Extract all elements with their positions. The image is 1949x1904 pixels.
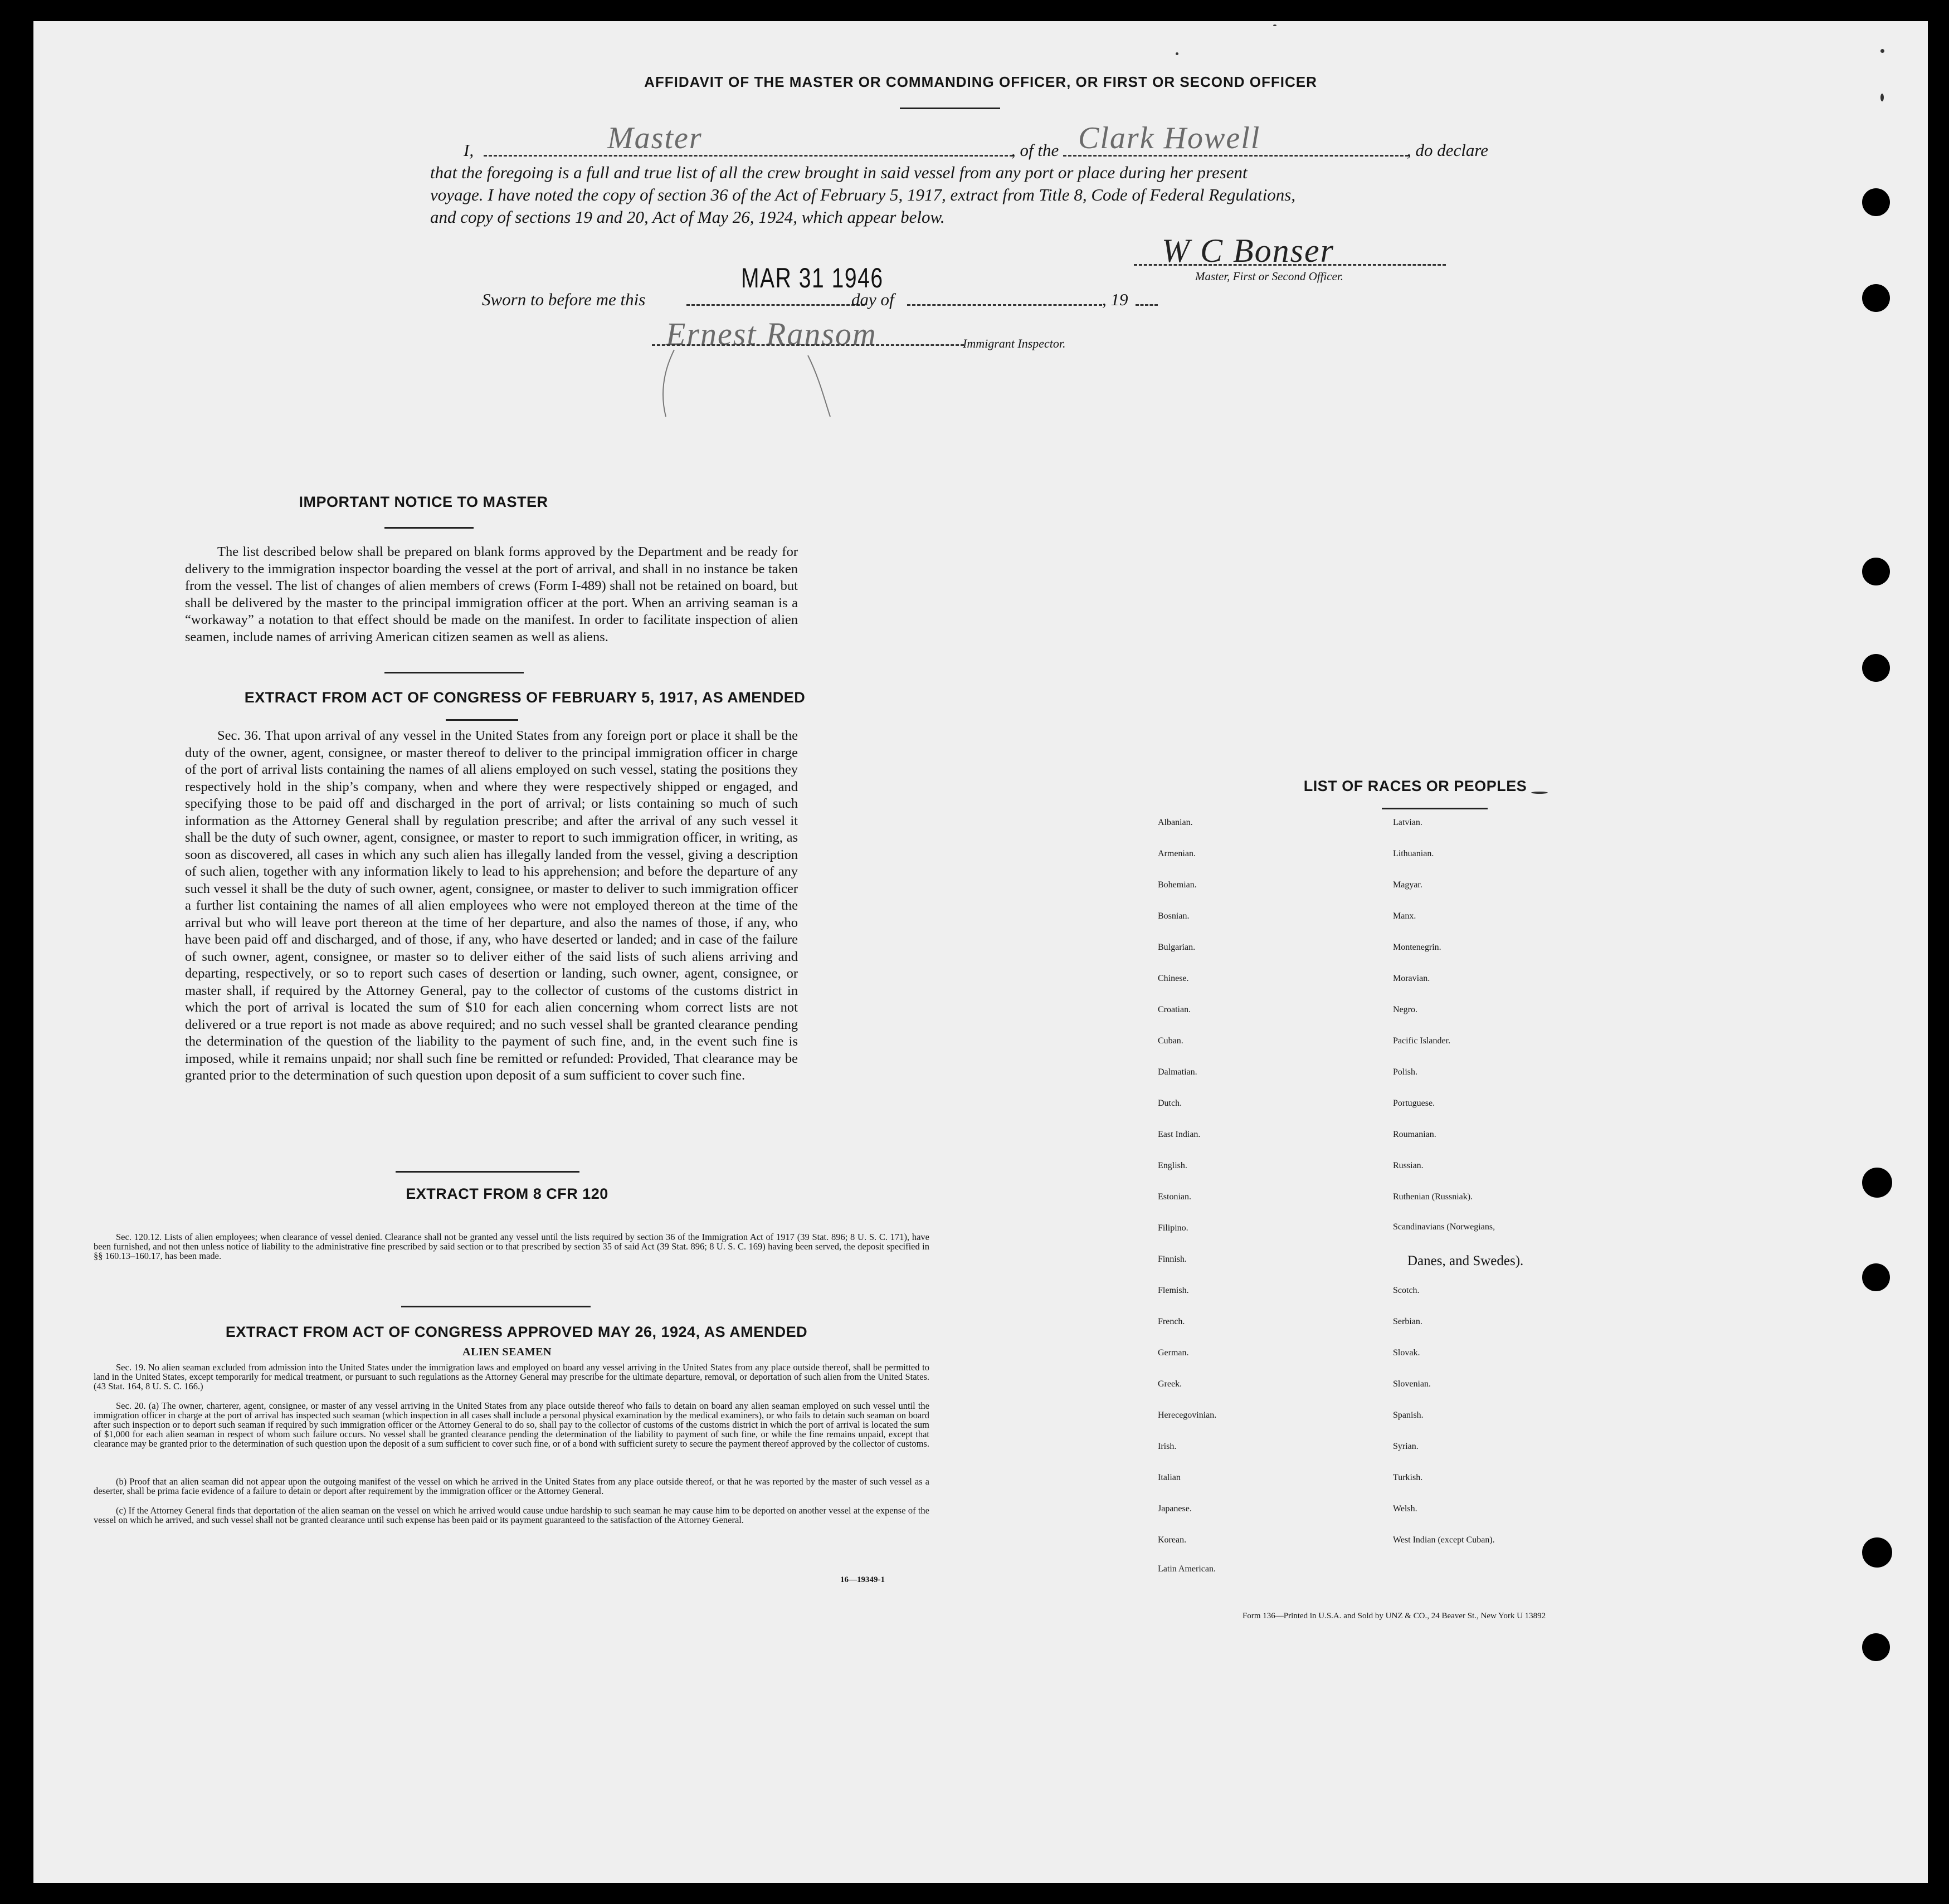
race-item-right: Portuguese.	[1393, 1099, 1435, 1108]
extract-1924-title: EXTRACT FROM ACT OF CONGRESS APPROVED MAY 26, 1924, AS AMENDED	[225, 1324, 808, 1340]
race-item-left: Finnish.	[1158, 1254, 1187, 1264]
rule-before-1924	[401, 1306, 591, 1307]
form-number: 16—19349-1	[840, 1575, 885, 1584]
master-signature: W C Bonser	[1162, 232, 1334, 269]
sworn-label: Sworn to before me this	[482, 290, 646, 309]
race-item-right: Roumanian.	[1393, 1130, 1436, 1139]
scan-speck	[1880, 49, 1884, 53]
race-item-right: Slovak.	[1393, 1348, 1420, 1358]
vessel-name-handwritten: Clark Howell	[1078, 121, 1261, 155]
day-of-label: day of	[851, 290, 894, 309]
extract-1917-title: EXTRACT FROM ACT OF CONGRESS OF FEBRUARY 5, 1917, AS AMENDED	[244, 689, 806, 706]
punch-hole	[1862, 284, 1890, 312]
declaration-text-1: that the foregoing is a full and true list of all the crew brought in said vessel from any port or place during her present	[430, 163, 1248, 182]
year-label: , 19	[1102, 290, 1128, 309]
race-item-left: Latin American.	[1158, 1564, 1216, 1574]
race-item-left: East Indian.	[1158, 1130, 1201, 1139]
sec20c-text: (c) If the Attorney General finds that deportation of the alien seaman on the vessel on which he arrived would cause undue hardship to such seaman he may cause him to be deported on another vessel at the expense of the vessel on which he arrived, and such vessel shall not be granted clearance until such expense has been paid or its payment guaranteed to the satisfaction of the Attorney General.	[94, 1505, 929, 1525]
race-item-right: Serbian.	[1393, 1317, 1422, 1326]
notice-rule	[384, 527, 474, 529]
sec20b-text: (b) Proof that an alien seaman did not appear upon the outgoing manifest of the vessel on which he arrived in the United States from any place outside thereof, or that he was reported by the master of such vessel as a deserter, shall be prima facie evidence of a failure to detain or deport after requirement by the immigration officer or the Attorney General.	[94, 1476, 929, 1496]
sworn-day-line	[686, 304, 865, 306]
of-the-label: , of the	[1011, 140, 1059, 160]
race-item-left: Bulgarian.	[1158, 943, 1196, 952]
sec20a-text: Sec. 20. (a) The owner, charterer, agent, consignee, or master of any vessel arriving in the United States from any place outside thereof who fails to detain on board any alien seaman employed on such vessel until the immigration officer in charge at the port of arrival has inspected such seaman (which inspection in all cases shall include a personal physical examination by the medical examiners), or who fails to detain such seaman on board after such inspection or to deport such seaman if required by such immigration officer or the Attorney General to do so, shall pay to the collector of customs of the customs district in which the port of arrival is located the sum of $1,000 for each alien seaman in respect of whom such failure occurs. No vessel shall be granted clearance pending the determination of the liability to payment of such fine, or while the fine remains unpaid, except that clearance may be granted prior to the determination of such question upon the deposit of a sum sufficient to cover such fine, or of a bond with sufficient surety to secure the payment thereof approved by the collector of customs.	[94, 1400, 929, 1449]
race-item-right: Scotch.	[1393, 1286, 1420, 1295]
races-title: LIST OF RACES OR PEOPLES	[1303, 778, 1527, 794]
punch-hole	[1862, 1263, 1890, 1291]
extract-1917-body	[185, 728, 798, 1085]
extract-cfr-title: EXTRACT FROM 8 CFR 120	[406, 1185, 608, 1202]
signature-flourish	[641, 333, 841, 422]
race-item-right: Slovenian.	[1393, 1379, 1431, 1389]
extract-1924-sec20b	[94, 1477, 929, 1496]
race-item-right: Spanish.	[1393, 1410, 1424, 1420]
rule-before-1917	[384, 672, 524, 673]
race-item-right: Syrian.	[1393, 1442, 1419, 1451]
scan-speck	[1273, 25, 1276, 26]
race-item-right: Turkish.	[1393, 1473, 1423, 1482]
race-item-left: Bohemian.	[1158, 880, 1197, 890]
race-item-right: Russian.	[1393, 1161, 1424, 1170]
race-item-right: Polish.	[1393, 1067, 1418, 1077]
race-item-right: Lithuanian.	[1393, 849, 1434, 858]
master-signature-caption: Master, First or Second Officer.	[1195, 270, 1343, 283]
punch-hole	[1862, 558, 1890, 585]
rule-before-cfr	[396, 1171, 579, 1173]
rule-after-1917	[446, 719, 518, 721]
notice-title: IMPORTANT NOTICE TO MASTER	[299, 494, 548, 510]
race-item-left: French.	[1158, 1317, 1185, 1326]
sec19-text: Sec. 19. No alien seaman excluded from admission into the United States under the immigration laws and employed on board any vessel arriving in the United States from any place outside thereof, shall be permitted to land in the United States, except temporarily for medical treatment, or pursuant to such regulations as the Attorney General may prescribe for the ultimate departure, removal, or deportation of such alien from the United States. (43 Stat. 164, 8 U. S. C. 166.)	[94, 1362, 929, 1392]
punch-hole	[1862, 1537, 1892, 1568]
i-label: I,	[464, 140, 474, 160]
extract-cfr-body-text: Sec. 120.12. Lists of alien employees; when clearance of vessel denied. Clearance shall not be granted any vessel until the lists required by section 36 of the Immigration Act of 1917 (39 Stat. 896; 8 U. S. C. 171), have been furnished, and not then unless notice of liability to the administrative fine prescribed by said section or to that prescribed by section 35 of said Act (39 Stat. 896; 8 U. S. C. 169) having been served, the deposit specified in §§ 160.13–160.17, has been made.	[94, 1232, 929, 1261]
race-item-left: Greek.	[1158, 1379, 1182, 1389]
race-item-right: Negro.	[1393, 1005, 1417, 1014]
race-item-right: Pacific Islander.	[1393, 1036, 1451, 1046]
race-item-left: Cuban.	[1158, 1036, 1183, 1046]
sworn-month-line	[907, 304, 1102, 306]
sworn-year-line	[1136, 304, 1158, 306]
punch-hole	[1862, 1633, 1890, 1661]
declaration-text-2: voyage. I have noted the copy of section 36 of the Act of February 5, 1917, extract from Title 8, Code of Federal Regulations,	[430, 185, 1296, 204]
title-rule	[900, 108, 1000, 109]
race-item-right: Latvian.	[1393, 818, 1422, 827]
race-item-left: Italian	[1158, 1473, 1181, 1482]
master-signature-line	[1134, 264, 1446, 266]
race-item-right: Moravian.	[1393, 974, 1430, 983]
declaration-text-3: and copy of sections 19 and 20, Act of May 26, 1924, which appear below.	[430, 207, 945, 227]
race-item-right: Manx.	[1393, 911, 1416, 921]
inspector-caption: Immigrant Inspector.	[963, 336, 1066, 350]
race-item-left: Korean.	[1158, 1535, 1187, 1545]
race-item-left: Irish.	[1158, 1442, 1177, 1451]
affidavit-title: AFFIDAVIT OF THE MASTER OR COMMANDING OFFICER, OR FIRST OR SECOND OFFICER	[644, 74, 1317, 90]
extract-1917-body-text: Sec. 36. That upon arrival of any vessel in the United States from any foreign port or place it shall be the duty of the owner, agent, consignee, or master thereof to deliver to the principal immigration officer in charge of the port of arrival lists containing the names of all aliens employed on such vessel, stating the positions they respectively hold in the ship’s company, when and where they were respectively shipped or engaged, and specifying those to be paid off and discharged in the port of arrival; or lists containing so much of such information as the Attorney General shall by regulation prescribe; and after the arrival of any such vessel it shall be the duty of such owner, agent, consignee, or master to report to such immigration officer, in writing, as soon as discovered, all cases in which any such alien has illegally landed from the vessel, giving a description of such alien, together with any information likely to lead to his apprehension; and before the departure of any such vessel it shall be the duty of such owner, agent, consignee, or master to deliver to such immigration officer a further list containing the names of all alien employees who were not employed thereon at the time of the arrival but who will leave port thereon at the time of her departure, and also the names of those, if any, who have been paid off and discharged, and of those, if any, who have deserted or landed; and in case of the failure of such owner, agent, consignee, or master so to deliver either of the said lists of such aliens arriving and departing, respectively, or so to report such cases of desertion or landing, such owner, agent, consignee, or master shall, if required by the Attorney General, pay to the collector of customs of the customs district in which the port of arrival is located the sum of $10 for each alien concerning whom correct lists are not delivered or a true report is not made as above required; and no such vessel shall be granted clearance pending the determination of the question of the liability to the payment of such fine, and, in the event such fine is imposed, while it remains unpaid; nor shall such fine be remitted or refunded: Provided, That clearance may be granted prior to the determination of such question upon deposit of a sum sufficient to cover such fine.	[185, 728, 798, 1083]
race-item-left: Dalmatian.	[1158, 1067, 1197, 1077]
extract-1924-sec20a	[94, 1401, 929, 1448]
race-item-left: Filipino.	[1158, 1223, 1188, 1233]
date-stamp: MAR 31 1946	[741, 262, 884, 294]
race-item-left: Dutch.	[1158, 1099, 1182, 1108]
punch-hole	[1862, 1168, 1892, 1198]
extract-1924-sec20c	[94, 1506, 929, 1525]
notice-body	[185, 544, 798, 646]
race-item-left: Estonian.	[1158, 1192, 1191, 1202]
race-item-right: Scandinavians (Norwegians,	[1393, 1222, 1495, 1232]
races-rule	[1382, 808, 1488, 809]
race-item-right: Ruthenian (Russniak).	[1393, 1192, 1473, 1202]
scan-speck	[1880, 94, 1884, 101]
printer-footer: Form 136—Printed in U.S.A. and Sold by UNZ & CO., 24 Beaver St., New York U 13892	[1243, 1612, 1546, 1620]
notice-body-text: The list described below shall be prepared on blank forms approved by the Department and be ready for delivery to the immigration inspector boarding the vessel at the port of arrival, and shall in no instance be taken from the vessel. The list of changes of alien members of crews (Form I-489) shall not be retained on board, but shall be delivered by the master to the principal immigration officer at the port. When an arriving seaman is a “workaway” a notation to that effect should be made on the manifest. In order to facilitate inspection of alien seamen, include names of arriving American citizen seamen as well as aliens.	[185, 544, 798, 645]
extract-cfr-body	[94, 1232, 929, 1261]
race-item-left: Herecegovinian.	[1158, 1410, 1217, 1420]
do-declare-label: , do declare	[1407, 140, 1489, 160]
race-item-right: Welsh.	[1393, 1504, 1417, 1514]
manifest-page	[33, 21, 1928, 1883]
race-scandinavians-cont: Danes, and Swedes).	[1407, 1253, 1524, 1268]
race-item-left: English.	[1158, 1161, 1187, 1170]
race-item-left: Bosnian.	[1158, 911, 1190, 921]
inspector-signature: Ernest Ransom	[666, 316, 877, 352]
punch-hole	[1862, 188, 1890, 216]
punch-hole	[1862, 654, 1890, 682]
scan-speck	[1176, 52, 1178, 55]
scan-speck	[1531, 792, 1548, 794]
race-item-left: Flemish.	[1158, 1286, 1189, 1295]
race-item-left: Albanian.	[1158, 818, 1193, 827]
extract-1924-sec19	[94, 1363, 929, 1391]
race-item-left: Japanese.	[1158, 1504, 1192, 1514]
race-item-left: Croatian.	[1158, 1005, 1191, 1014]
race-item-left: German.	[1158, 1348, 1189, 1358]
extract-1924-subtitle: ALIEN SEAMEN	[462, 1346, 552, 1358]
race-item-left: Armenian.	[1158, 849, 1196, 858]
officer-title-line	[484, 155, 1013, 157]
race-item-right: Montenegrin.	[1393, 943, 1441, 952]
race-item-left: Chinese.	[1158, 974, 1189, 983]
race-item-right: Magyar.	[1393, 880, 1422, 890]
race-item-right: West Indian (except Cuban).	[1393, 1535, 1495, 1545]
officer-title-handwritten: Master	[607, 121, 703, 155]
